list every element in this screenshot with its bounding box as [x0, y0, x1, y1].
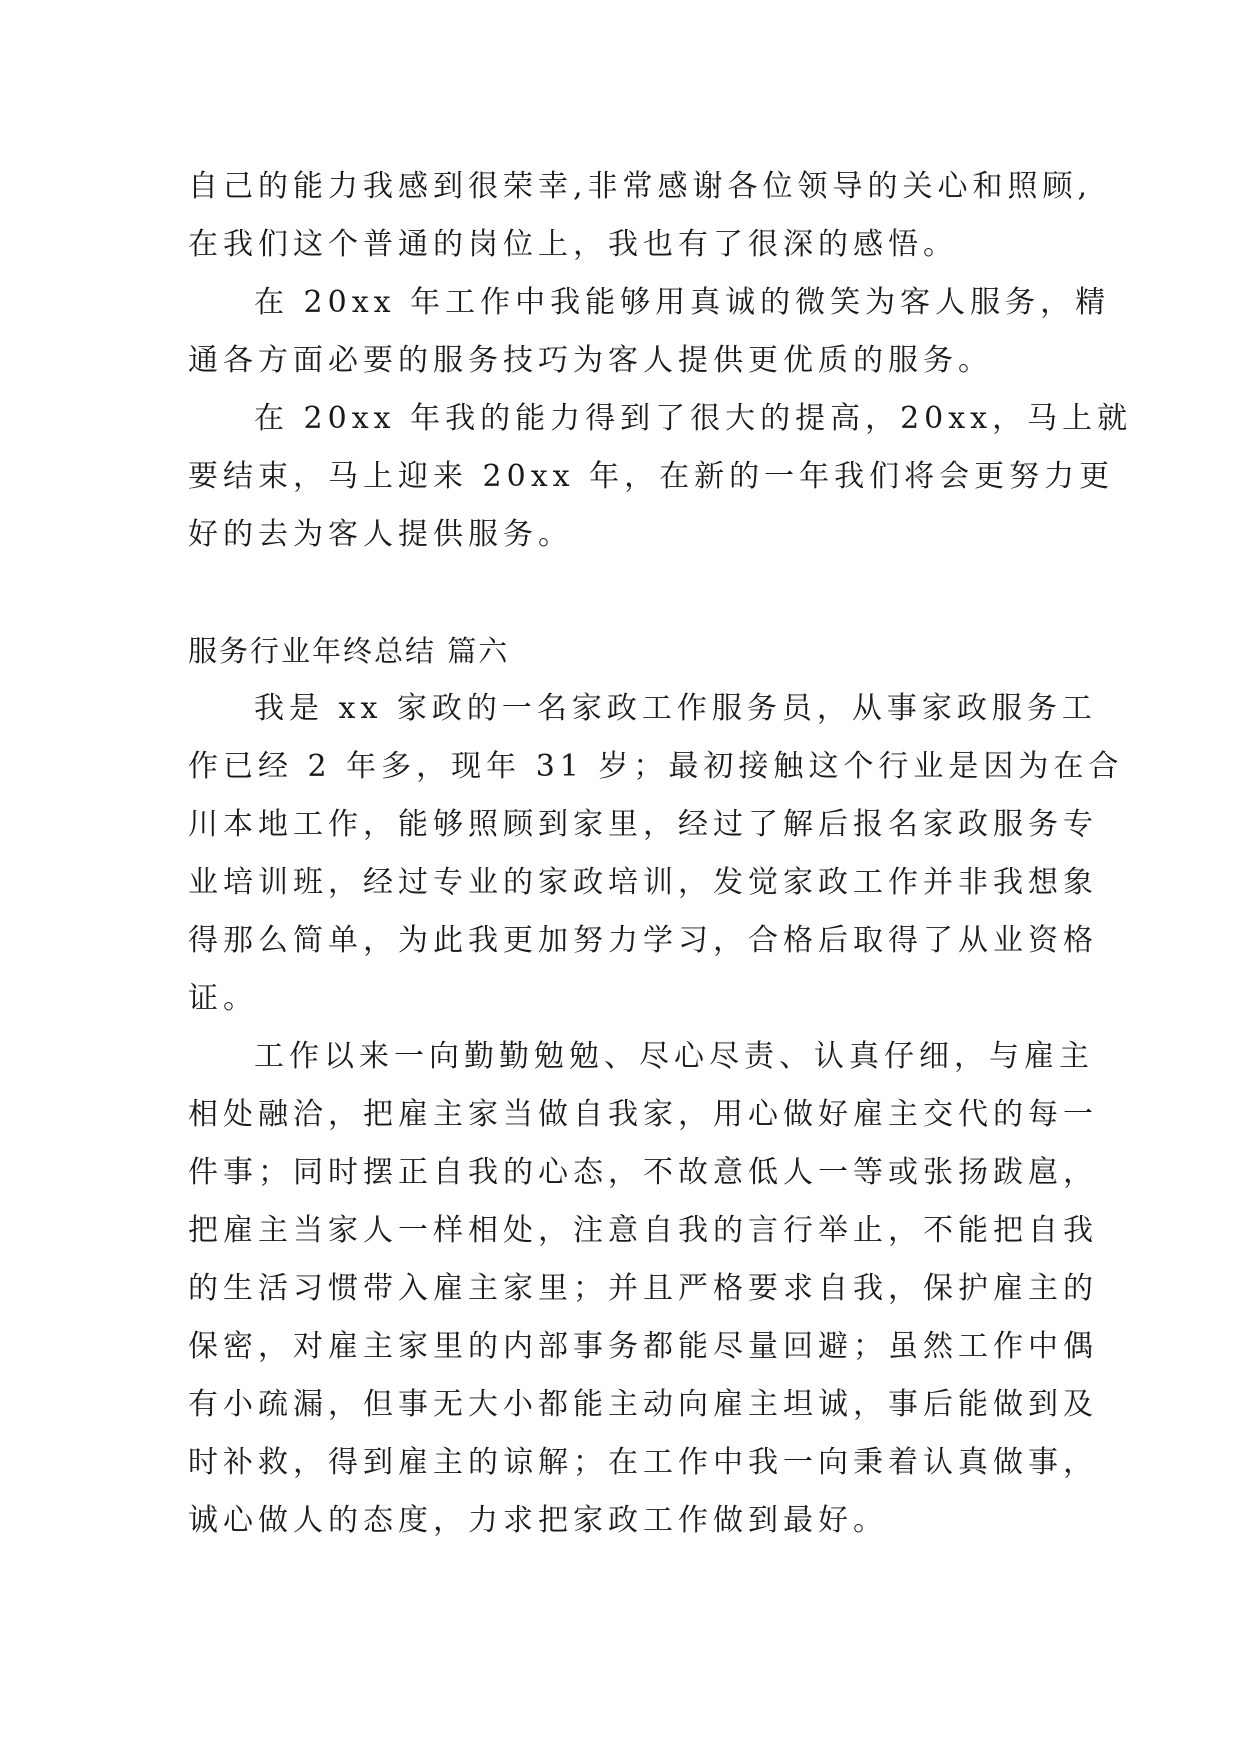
text-line: 得那么简单，为此我更加努力学习，合格后取得了从业资格: [188, 923, 1098, 958]
text-line: 工作以来一向勤勤勉勉、尽心尽责、认真仔细，与雇主: [254, 1039, 1094, 1074]
paragraph-spacer: [188, 564, 1058, 622]
text-line: 的生活习惯带入雇主家里；并且严格要求自我，保护雇主的: [188, 1271, 1098, 1306]
text-line: 有小疏漏，但事无大小都能主动向雇主坦诚，事后能做到及: [188, 1387, 1098, 1422]
text-line: 好的去为客人提供服务。: [188, 517, 573, 552]
text-line: 证。: [188, 981, 258, 1016]
paragraph: [188, 1028, 1098, 1550]
text-line: 通各方面必要的服务技巧为客人提供更优质的服务。: [188, 343, 993, 378]
section-heading: 服务行业年终总结 篇六: [188, 634, 510, 668]
text-line: 在我们这个普通的岗位上，我也有了很深的感悟。: [188, 227, 958, 262]
paragraph: [188, 390, 1133, 564]
paragraph: [188, 274, 1111, 390]
text-line: 我是 xx 家政的一名家政工作服务员，从事家政服务工: [254, 691, 1097, 726]
text-line: 诚心做人的态度，力求把家政工作做到最好。: [188, 1503, 888, 1538]
paragraph: [188, 680, 1124, 1028]
text-line: 自己的能力我感到很荣幸,非常感谢各位领导的关心和照顾,: [188, 169, 1093, 204]
text-line: 业培训班，经过专业的家政培训，发觉家政工作并非我想象: [188, 865, 1098, 900]
document-body: [188, 158, 1133, 1550]
text-line: 作已经 2 年多，现年 31 岁；最初接触这个行业是因为在合: [188, 749, 1124, 784]
text-line: 保密，对雇主家里的内部事务都能尽量回避；虽然工作中偶: [188, 1329, 1098, 1364]
text-line: 时补救，得到雇主的谅解；在工作中我一向秉着认真做事，: [188, 1445, 1098, 1480]
text-line: 件事；同时摆正自我的心态，不故意低人一等或张扬跋扈，: [188, 1155, 1098, 1190]
text-line: 要结束，马上迎来 20xx 年，在新的一年我们将会更努力更: [188, 459, 1115, 494]
text-line: 川本地工作，能够照顾到家里，经过了解后报名家政服务专: [188, 807, 1098, 842]
paragraph: [188, 158, 1093, 274]
text-line: 在 20xx 年我的能力得到了很大的提高，20xx，马上就: [254, 401, 1133, 436]
text-line: 把雇主当家人一样相处，注意自我的言行举止，不能把自我: [188, 1213, 1098, 1248]
text-line: 相处融洽，把雇主家当做自我家，用心做好雇主交代的每一: [188, 1097, 1098, 1132]
text-line: 在 20xx 年工作中我能够用真诚的微笑为客人服务，精: [254, 285, 1111, 320]
